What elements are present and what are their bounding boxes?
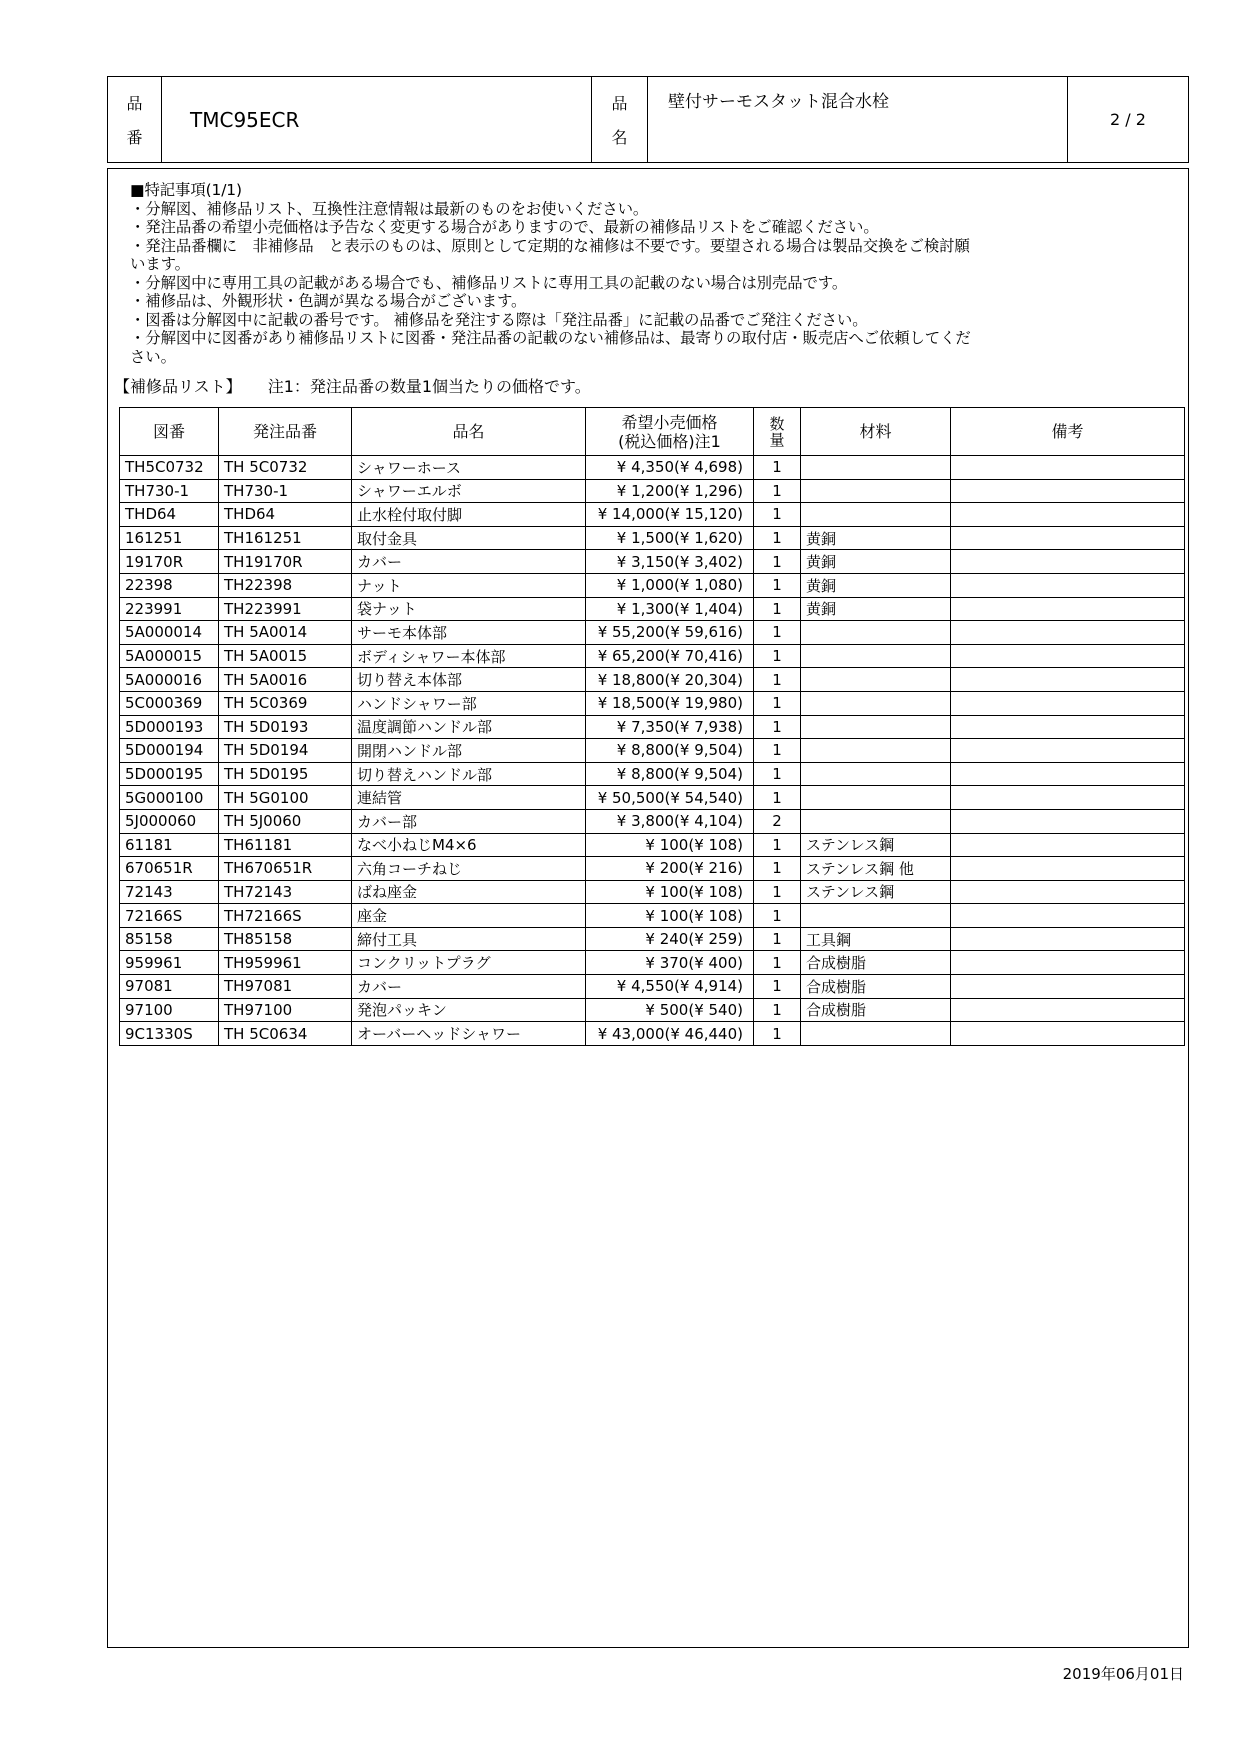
cell-remarks bbox=[951, 927, 1185, 951]
parts-table bbox=[119, 407, 1185, 1046]
notes-title: ■特記事項(1/1) bbox=[130, 181, 242, 199]
cell-zuban: 72143 bbox=[120, 880, 219, 904]
cell-qty: 2 bbox=[754, 809, 801, 833]
table-row bbox=[120, 526, 1185, 550]
cell-price: ¥ 1,500(¥ 1,620) bbox=[586, 526, 754, 550]
cell-name: なべ小ねじM4×6 bbox=[352, 833, 586, 857]
cell-material: 合成樹脂 bbox=[801, 975, 951, 999]
hinban-label-char-2: 番 bbox=[126, 128, 143, 148]
cell-name: 止水栓付取付脚 bbox=[352, 503, 586, 527]
cell-remarks bbox=[951, 644, 1185, 668]
table-row bbox=[120, 573, 1185, 597]
cell-price: ¥ 370(¥ 400) bbox=[586, 951, 754, 975]
cell-remarks bbox=[951, 951, 1185, 975]
header-price-line1: 希望小売価格 bbox=[621, 412, 718, 432]
cell-name: カバー bbox=[352, 975, 586, 999]
cell-qty: 1 bbox=[754, 880, 801, 904]
cell-material bbox=[801, 1022, 951, 1046]
parts-list-note: 注1：発注品番の数量1個当たりの価格です。 bbox=[267, 377, 591, 396]
cell-material: ステンレス鋼 bbox=[801, 833, 951, 857]
cell-qty: 1 bbox=[754, 503, 801, 527]
cell-order-no: TH670651R bbox=[219, 857, 352, 881]
note-line: ・図番は分解図中に記載の番号です。 補修品を発注する際は「発注品番」に記載の品番でご発注ください。 bbox=[130, 310, 868, 329]
cell-qty: 1 bbox=[754, 526, 801, 550]
cell-remarks bbox=[951, 739, 1185, 763]
note-line: ・補修品は、外観形状・色調が異なる場合がございます。 bbox=[130, 292, 527, 310]
cell-zuban: 85158 bbox=[120, 927, 219, 951]
cell-zuban: 5A000015 bbox=[120, 644, 219, 668]
cell-order-no: TH61181 bbox=[219, 833, 352, 857]
cell-order-no: TH 5C0369 bbox=[219, 691, 352, 715]
cell-qty: 1 bbox=[754, 857, 801, 881]
note-line: ・発注品番の希望小売価格は予告なく変更する場合がありますので、最新の補修品リストをご確認ください。 bbox=[130, 218, 879, 236]
cell-remarks bbox=[951, 762, 1185, 786]
table-header-row bbox=[120, 408, 1185, 456]
cell-order-no: TH161251 bbox=[219, 526, 352, 550]
cell-price: ¥ 1,200(¥ 1,296) bbox=[586, 479, 754, 503]
table-row bbox=[120, 998, 1185, 1022]
hinban-label bbox=[108, 77, 162, 162]
cell-material bbox=[801, 621, 951, 645]
cell-name: ナット bbox=[352, 573, 586, 597]
cell-order-no: TH 5A0015 bbox=[219, 644, 352, 668]
cell-name: 取付金具 bbox=[352, 526, 586, 550]
issue-date: 2019年06月01日 bbox=[1062, 1665, 1184, 1683]
cell-material bbox=[801, 715, 951, 739]
cell-remarks bbox=[951, 857, 1185, 881]
cell-material bbox=[801, 668, 951, 692]
cell-name: シャワーホース bbox=[352, 456, 586, 480]
cell-order-no: TH72166S bbox=[219, 904, 352, 928]
cell-price: ¥ 100(¥ 108) bbox=[586, 880, 754, 904]
cell-zuban: 97081 bbox=[120, 975, 219, 999]
cell-order-no: TH 5D0193 bbox=[219, 715, 352, 739]
cell-order-no: TH 5J0060 bbox=[219, 809, 352, 833]
cell-remarks bbox=[951, 668, 1185, 692]
cell-zuban: TH5C0732 bbox=[120, 456, 219, 480]
cell-name: ハンドシャワー部 bbox=[352, 691, 586, 715]
cell-price: ¥ 500(¥ 540) bbox=[586, 998, 754, 1022]
table-row bbox=[120, 880, 1185, 904]
cell-name: 六角コーチねじ bbox=[352, 857, 586, 881]
cell-name: ボディシャワー本体部 bbox=[352, 644, 586, 668]
cell-material: ステンレス鋼 他 bbox=[801, 857, 951, 881]
cell-remarks bbox=[951, 456, 1185, 480]
cell-material bbox=[801, 503, 951, 527]
cell-price: ¥ 14,000(¥ 15,120) bbox=[586, 503, 754, 527]
cell-zuban: 670651R bbox=[120, 857, 219, 881]
table-row bbox=[120, 621, 1185, 645]
cell-zuban: 5D000193 bbox=[120, 715, 219, 739]
cell-zuban: TH730-1 bbox=[120, 479, 219, 503]
cell-remarks bbox=[951, 1022, 1185, 1046]
cell-zuban: 19170R bbox=[120, 550, 219, 574]
hinmei-label-char-2: 名 bbox=[611, 128, 628, 148]
cell-material: 黄銅 bbox=[801, 573, 951, 597]
cell-order-no: TH 5C0732 bbox=[219, 456, 352, 480]
cell-price: ¥ 43,000(¥ 46,440) bbox=[586, 1022, 754, 1046]
cell-price: ¥ 7,350(¥ 7,938) bbox=[586, 715, 754, 739]
cell-remarks bbox=[951, 998, 1185, 1022]
cell-qty: 1 bbox=[754, 573, 801, 597]
cell-order-no: TH959961 bbox=[219, 951, 352, 975]
table-row bbox=[120, 715, 1185, 739]
cell-price: ¥ 3,800(¥ 4,104) bbox=[586, 809, 754, 833]
cell-price: ¥ 100(¥ 108) bbox=[586, 833, 754, 857]
cell-order-no: TH730-1 bbox=[219, 479, 352, 503]
cell-qty: 1 bbox=[754, 904, 801, 928]
hinban-label-char-1: 品 bbox=[126, 93, 143, 113]
header-order-no: 発注品番 bbox=[219, 408, 352, 456]
cell-price: ¥ 50,500(¥ 54,540) bbox=[586, 786, 754, 810]
cell-order-no: TH223991 bbox=[219, 597, 352, 621]
cell-material: 黄銅 bbox=[801, 550, 951, 574]
cell-material bbox=[801, 904, 951, 928]
cell-name: サーモ本体部 bbox=[352, 621, 586, 645]
cell-remarks bbox=[951, 904, 1185, 928]
table-row bbox=[120, 456, 1185, 480]
cell-zuban: 161251 bbox=[120, 526, 219, 550]
cell-remarks bbox=[951, 809, 1185, 833]
cell-remarks bbox=[951, 573, 1185, 597]
cell-qty: 1 bbox=[754, 644, 801, 668]
cell-name: 座金 bbox=[352, 904, 586, 928]
cell-material bbox=[801, 691, 951, 715]
cell-order-no: TH 5C0634 bbox=[219, 1022, 352, 1046]
cell-remarks bbox=[951, 880, 1185, 904]
cell-zuban: 5J000060 bbox=[120, 809, 219, 833]
table-row bbox=[120, 503, 1185, 527]
cell-qty: 1 bbox=[754, 479, 801, 503]
table-row bbox=[120, 975, 1185, 999]
cell-qty: 1 bbox=[754, 951, 801, 975]
cell-price: ¥ 1,300(¥ 1,404) bbox=[586, 597, 754, 621]
cell-zuban: 959961 bbox=[120, 951, 219, 975]
cell-material bbox=[801, 479, 951, 503]
cell-order-no: TH19170R bbox=[219, 550, 352, 574]
cell-qty: 1 bbox=[754, 456, 801, 480]
hinmei-label bbox=[592, 77, 648, 162]
header-name: 品名 bbox=[352, 408, 586, 456]
cell-qty: 1 bbox=[754, 998, 801, 1022]
cell-qty: 1 bbox=[754, 668, 801, 692]
cell-remarks bbox=[951, 526, 1185, 550]
table-row bbox=[120, 668, 1185, 692]
special-notes bbox=[130, 181, 1185, 366]
table-row bbox=[120, 833, 1185, 857]
table-row bbox=[120, 762, 1185, 786]
cell-price: ¥ 65,200(¥ 70,416) bbox=[586, 644, 754, 668]
header-remarks: 備考 bbox=[951, 408, 1185, 456]
cell-price: ¥ 240(¥ 259) bbox=[586, 927, 754, 951]
cell-price: ¥ 1,000(¥ 1,080) bbox=[586, 573, 754, 597]
cell-qty: 1 bbox=[754, 762, 801, 786]
cell-name: カバー bbox=[352, 550, 586, 574]
cell-remarks bbox=[951, 621, 1185, 645]
cell-price: ¥ 100(¥ 108) bbox=[586, 904, 754, 928]
note-line: います。 bbox=[130, 255, 190, 273]
cell-zuban: 5D000195 bbox=[120, 762, 219, 786]
cell-zuban: 22398 bbox=[120, 573, 219, 597]
header-zuban: 図番 bbox=[120, 408, 219, 456]
cell-name: 締付工具 bbox=[352, 927, 586, 951]
cell-zuban: 9C1330S bbox=[120, 1022, 219, 1046]
header-material: 材料 bbox=[801, 408, 951, 456]
table-row bbox=[120, 691, 1185, 715]
cell-remarks bbox=[951, 691, 1185, 715]
cell-material bbox=[801, 456, 951, 480]
cell-price: ¥ 4,350(¥ 4,698) bbox=[586, 456, 754, 480]
cell-order-no: THD64 bbox=[219, 503, 352, 527]
cell-name: 発泡パッキン bbox=[352, 998, 586, 1022]
cell-qty: 1 bbox=[754, 927, 801, 951]
cell-order-no: TH 5A0016 bbox=[219, 668, 352, 692]
cell-order-no: TH 5D0195 bbox=[219, 762, 352, 786]
table-row bbox=[120, 739, 1185, 763]
cell-qty: 1 bbox=[754, 975, 801, 999]
header-qty bbox=[754, 408, 801, 456]
cell-qty: 1 bbox=[754, 550, 801, 574]
cell-qty: 1 bbox=[754, 715, 801, 739]
cell-remarks bbox=[951, 975, 1185, 999]
cell-zuban: 5C000369 bbox=[120, 691, 219, 715]
cell-price: ¥ 18,500(¥ 19,980) bbox=[586, 691, 754, 715]
cell-remarks bbox=[951, 479, 1185, 503]
product-code: TMC95ECR bbox=[162, 77, 592, 162]
cell-price: ¥ 18,800(¥ 20,304) bbox=[586, 668, 754, 692]
cell-material: 工具鋼 bbox=[801, 927, 951, 951]
cell-price: ¥ 8,800(¥ 9,504) bbox=[586, 762, 754, 786]
table-row bbox=[120, 597, 1185, 621]
hinmei-label-char-1: 品 bbox=[611, 93, 628, 113]
note-line: ・分解図、補修品リスト、互換性注意情報は最新のものをお使いください。 bbox=[130, 199, 649, 218]
note-line: ・発注品番欄に 非補修品 と表示のものは、原則として定期的な補修は不要です。要望される場合は製品交換をご検討願 bbox=[130, 236, 970, 255]
cell-name: 温度調節ハンドル部 bbox=[352, 715, 586, 739]
table-row bbox=[120, 644, 1185, 668]
cell-remarks bbox=[951, 786, 1185, 810]
cell-price: ¥ 3,150(¥ 3,402) bbox=[586, 550, 754, 574]
cell-material: ステンレス鋼 bbox=[801, 880, 951, 904]
table-row bbox=[120, 1022, 1185, 1046]
cell-zuban: 97100 bbox=[120, 998, 219, 1022]
cell-remarks bbox=[951, 550, 1185, 574]
cell-order-no: TH 5D0194 bbox=[219, 739, 352, 763]
table-row bbox=[120, 550, 1185, 574]
cell-zuban: 5A000014 bbox=[120, 621, 219, 645]
cell-zuban: 72166S bbox=[120, 904, 219, 928]
cell-name: コンクリットプラグ bbox=[352, 951, 586, 975]
cell-material: 合成樹脂 bbox=[801, 998, 951, 1022]
cell-name: 切り替え本体部 bbox=[352, 668, 586, 692]
cell-qty: 1 bbox=[754, 739, 801, 763]
cell-remarks bbox=[951, 597, 1185, 621]
table-row bbox=[120, 951, 1185, 975]
cell-qty: 1 bbox=[754, 786, 801, 810]
cell-material bbox=[801, 786, 951, 810]
cell-order-no: TH85158 bbox=[219, 927, 352, 951]
cell-name: ばね座金 bbox=[352, 880, 586, 904]
cell-zuban: 61181 bbox=[120, 833, 219, 857]
header-qty-line1: 数 bbox=[769, 414, 785, 433]
cell-material bbox=[801, 809, 951, 833]
cell-price: ¥ 55,200(¥ 59,616) bbox=[586, 621, 754, 645]
cell-remarks bbox=[951, 715, 1185, 739]
document-body bbox=[107, 168, 1189, 1648]
note-line: ・分解図中に専用工具の記載がある場合でも、補修品リストに専用工具の記載のない場合は別売品です。 bbox=[130, 273, 848, 292]
cell-material bbox=[801, 739, 951, 763]
cell-material bbox=[801, 762, 951, 786]
parts-list-heading bbox=[114, 374, 591, 397]
parts-list-title: 【補修品リスト】 bbox=[114, 377, 242, 396]
cell-price: ¥ 200(¥ 216) bbox=[586, 857, 754, 881]
cell-price: ¥ 8,800(¥ 9,504) bbox=[586, 739, 754, 763]
cell-name: カバー部 bbox=[352, 809, 586, 833]
table-row bbox=[120, 479, 1185, 503]
header-qty-line2: 量 bbox=[769, 430, 785, 449]
cell-order-no: TH97081 bbox=[219, 975, 352, 999]
cell-order-no: TH72143 bbox=[219, 880, 352, 904]
cell-name: 袋ナット bbox=[352, 597, 586, 621]
note-line: さい。 bbox=[130, 347, 176, 366]
header-price bbox=[586, 408, 754, 456]
cell-order-no: TH 5A0014 bbox=[219, 621, 352, 645]
cell-qty: 1 bbox=[754, 597, 801, 621]
cell-qty: 1 bbox=[754, 691, 801, 715]
cell-qty: 1 bbox=[754, 621, 801, 645]
cell-zuban: 5G000100 bbox=[120, 786, 219, 810]
table-row bbox=[120, 786, 1185, 810]
cell-remarks bbox=[951, 833, 1185, 857]
document-header bbox=[107, 76, 1189, 163]
table-row bbox=[120, 857, 1185, 881]
cell-material: 合成樹脂 bbox=[801, 951, 951, 975]
cell-zuban: 5A000016 bbox=[120, 668, 219, 692]
cell-material: 黄銅 bbox=[801, 526, 951, 550]
table-row bbox=[120, 809, 1185, 833]
table-row bbox=[120, 927, 1185, 951]
header-price-line2: (税込価格)注1 bbox=[618, 431, 721, 451]
cell-price: ¥ 4,550(¥ 4,914) bbox=[586, 975, 754, 999]
cell-zuban: 223991 bbox=[120, 597, 219, 621]
note-line: ・分解図中に図番があり補修品リストに図番・発注品番の記載のない補修品は、最寄りの取付店・販売店へご依頼してくだ bbox=[130, 329, 971, 347]
cell-zuban: 5D000194 bbox=[120, 739, 219, 763]
cell-qty: 1 bbox=[754, 1022, 801, 1046]
cell-material bbox=[801, 644, 951, 668]
cell-qty: 1 bbox=[754, 833, 801, 857]
cell-name: 切り替えハンドル部 bbox=[352, 762, 586, 786]
page-number: 2 / 2 bbox=[1110, 110, 1146, 129]
cell-zuban: THD64 bbox=[120, 503, 219, 527]
cell-material: 黄銅 bbox=[801, 597, 951, 621]
product-name: 壁付サーモスタット混合水栓 bbox=[648, 77, 1068, 162]
cell-order-no: TH 5G0100 bbox=[219, 786, 352, 810]
table-row bbox=[120, 904, 1185, 928]
cell-name: 連結管 bbox=[352, 786, 586, 810]
cell-order-no: TH97100 bbox=[219, 998, 352, 1022]
cell-name: シャワーエルボ bbox=[352, 479, 586, 503]
cell-remarks bbox=[951, 503, 1185, 527]
cell-name: 開閉ハンドル部 bbox=[352, 739, 586, 763]
cell-name: オーバーヘッドシャワー bbox=[352, 1022, 586, 1046]
cell-order-no: TH22398 bbox=[219, 573, 352, 597]
